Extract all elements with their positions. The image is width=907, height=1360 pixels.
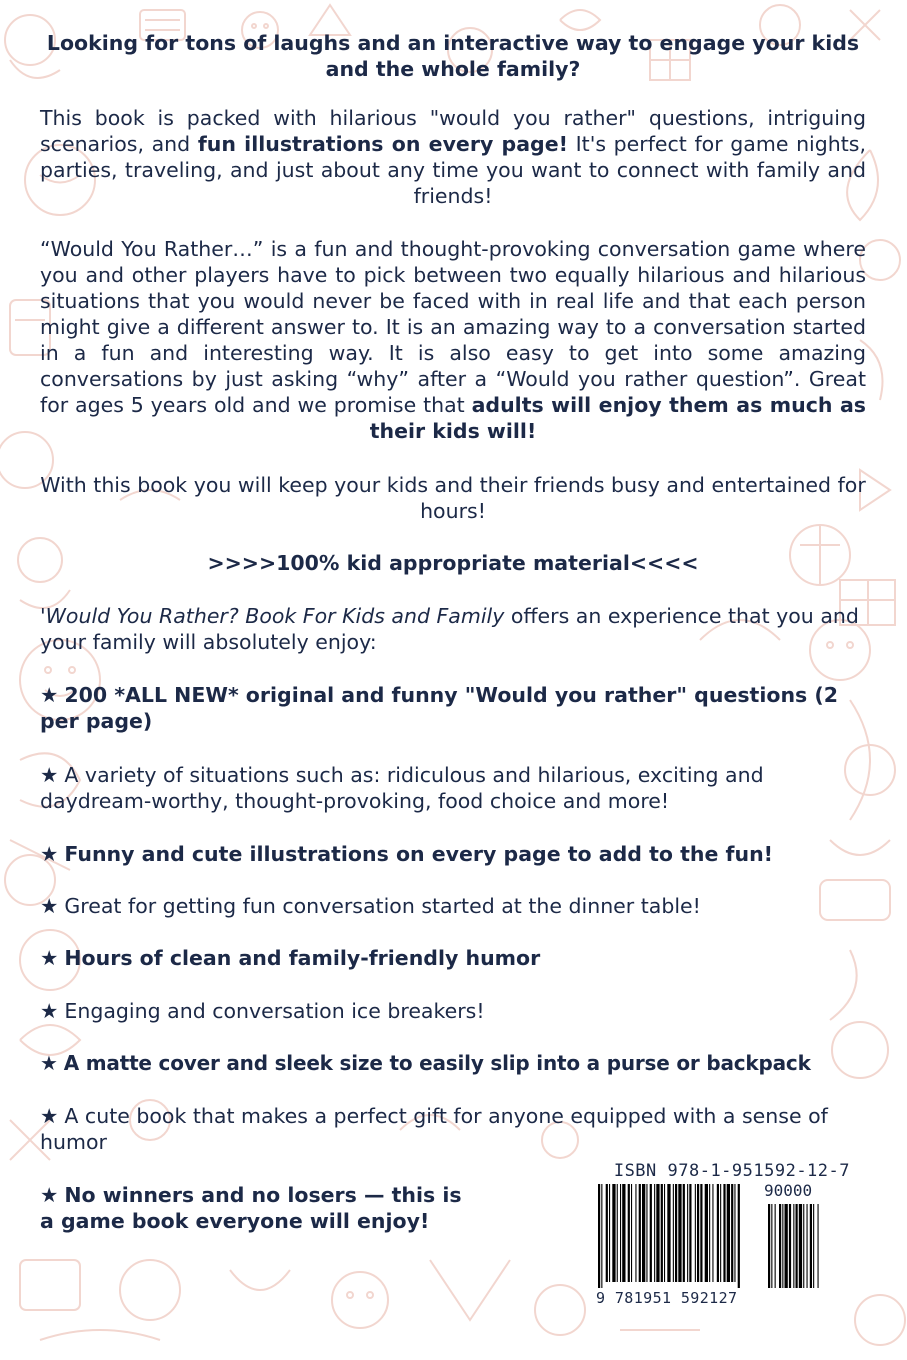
star-icon: ★ xyxy=(40,946,59,970)
barcode-bar xyxy=(601,1184,602,1288)
barcode-bar xyxy=(612,1184,615,1282)
barcode-bar xyxy=(727,1184,730,1282)
barcode-bar xyxy=(673,1184,674,1282)
barcode-bar xyxy=(617,1184,618,1282)
barcode-addon-bar xyxy=(818,1204,819,1288)
feature-text: A cute book that makes a perfect gift for anyone equipped with a sense of humor xyxy=(40,1104,828,1154)
barcode-addon-bar xyxy=(807,1204,808,1288)
star-icon: ★ xyxy=(40,1183,59,1207)
barcode-bar xyxy=(720,1184,721,1282)
intro-text-b: It's perfect for game nights, parties, traveling, and just about any time you want to connect with family and friends! xyxy=(40,132,866,208)
game-explanation-paragraph xyxy=(40,236,866,444)
barcode-bar xyxy=(661,1184,663,1282)
barcode-addon-bar xyxy=(799,1204,802,1288)
feature-text: Great for getting fun conversation started at the dinner table! xyxy=(64,894,701,918)
feature-item xyxy=(40,1182,480,1234)
price-addon-code: 90000 xyxy=(764,1181,813,1200)
isbn-label: ISBN 978-1-951592-12-7 xyxy=(613,1161,850,1181)
feature-text: Funny and cute illustrations on every page to add to the fun! xyxy=(64,842,774,866)
barcode-bar xyxy=(709,1184,710,1282)
book-title: 'Would You Rather? Book For Kids and Family xyxy=(40,604,505,628)
game-explanation-text: “Would You Rather…” is a fun and thought-provoking conversation game where you and other players have to pick between two equally hilarious and hilarious situations that you would never be faced with in real life and that each person might give a different answer to. It is an amazing way to a conversation started in a fun and interesting way. It is also easy to get into some amazing conversations by just asking “why” after a “Would you rather question”. Great for ages 5 years old and we promise that xyxy=(40,237,866,417)
barcode-addon-bar xyxy=(793,1204,794,1288)
barcode-bar xyxy=(697,1184,699,1282)
barcode-bar xyxy=(628,1184,630,1282)
star-icon: ★ xyxy=(40,894,59,918)
barcode-bar xyxy=(656,1184,659,1282)
barcode-bar xyxy=(664,1184,665,1282)
barcode-bar xyxy=(622,1184,625,1282)
barcode-bar xyxy=(642,1184,645,1282)
barcode-bar xyxy=(620,1184,621,1282)
feature-text: Hours of clean and family-friendly humor xyxy=(64,946,541,970)
star-icon: ★ xyxy=(40,1104,59,1128)
feature-item xyxy=(40,998,866,1024)
intro-paragraph xyxy=(40,105,866,209)
feature-item xyxy=(40,945,866,971)
barcode-addon-bar xyxy=(796,1204,798,1288)
feature-text: Engaging and conversation ice breakers! xyxy=(64,999,485,1023)
game-explanation-bold: adults will enjoy them as much as their kids will! xyxy=(369,393,866,443)
kid-appropriate-banner: >>>>100% kid appropriate material<<<< xyxy=(207,551,699,575)
experience-text: offers an experience that you and your family will absolutely enjoy: xyxy=(40,604,859,654)
feature-item xyxy=(40,762,866,814)
barcode-bar xyxy=(695,1184,696,1282)
barcode-bar xyxy=(639,1184,641,1282)
headline: Looking for tons of laughs and an interactive way to engage your kids and the whole family? xyxy=(46,31,860,81)
intro-text-bold: fun illustrations on every page! xyxy=(197,132,568,156)
barcode-bar xyxy=(689,1184,691,1282)
barcode-addon-bar xyxy=(813,1204,814,1288)
barcode-bar xyxy=(700,1184,702,1282)
barcode-bar xyxy=(606,1184,608,1282)
barcode-bar xyxy=(654,1184,655,1282)
barcode-bar xyxy=(717,1184,719,1282)
feature-item xyxy=(40,682,866,734)
isbn-barcode xyxy=(596,1160,850,1310)
barcode-bars xyxy=(596,1181,850,1288)
barcode-bar xyxy=(675,1184,677,1282)
barcode-bar xyxy=(678,1184,681,1282)
barcode-bar xyxy=(723,1184,725,1282)
barcode-bar xyxy=(731,1184,733,1282)
barcode-addon-bar xyxy=(782,1204,783,1288)
feature-item xyxy=(40,1103,866,1155)
feature-text: A variety of situations such as: ridiculous and hilarious, exciting and daydream-worthy, thought-provoking, food choice and more! xyxy=(40,763,764,813)
barcode-bar xyxy=(705,1184,708,1282)
barcode-addon-bar xyxy=(810,1204,812,1288)
barcode-bar xyxy=(609,1184,610,1282)
barcode-addon-bar xyxy=(775,1204,776,1288)
barcode-bar xyxy=(738,1184,740,1288)
barcode-addon-bar xyxy=(789,1204,791,1288)
barcode-addon-bar xyxy=(771,1204,772,1288)
star-icon: ★ xyxy=(40,683,59,707)
barcode-bar xyxy=(631,1184,632,1282)
barcode-bar xyxy=(687,1184,688,1282)
barcode-addon-bar xyxy=(803,1204,804,1288)
barcode-bar xyxy=(650,1184,652,1282)
feature-item xyxy=(40,841,866,867)
barcode-addon-bar xyxy=(779,1204,781,1288)
star-icon: ★ xyxy=(40,763,59,787)
barcode-digits: 9 781951 592127 xyxy=(596,1289,738,1307)
feature-item xyxy=(40,1050,866,1076)
star-icon: ★ xyxy=(40,1051,58,1075)
star-icon: ★ xyxy=(40,999,59,1023)
intro-text-a: This book is packed with hilarious "would you rather" questions, intriguing scenarios, and xyxy=(40,106,866,156)
barcode-bar xyxy=(635,1184,636,1282)
feature-item xyxy=(40,893,866,919)
feature-text: A matte cover and sleek size to easily slip into a purse or backpack xyxy=(63,1051,811,1075)
barcode-bar xyxy=(598,1184,600,1288)
entertain-paragraph: With this book you will keep your kids and their friends busy and entertained for hours! xyxy=(40,473,866,523)
barcode-bar xyxy=(667,1184,670,1282)
barcode-bar xyxy=(646,1184,647,1282)
barcode-bar xyxy=(734,1184,735,1282)
experience-paragraph xyxy=(40,603,866,655)
barcode-bar xyxy=(712,1184,713,1282)
barcode-bar xyxy=(683,1184,685,1282)
feature-text: 200 *ALL NEW* original and funny "Would you rather" questions (2 per page) xyxy=(40,683,839,733)
feature-text: No winners and no losers — this is a game book everyone will enjoy! xyxy=(40,1183,462,1233)
barcode-addon-bar xyxy=(785,1204,788,1288)
star-icon: ★ xyxy=(40,842,59,866)
barcode-addon-bar xyxy=(768,1204,770,1288)
